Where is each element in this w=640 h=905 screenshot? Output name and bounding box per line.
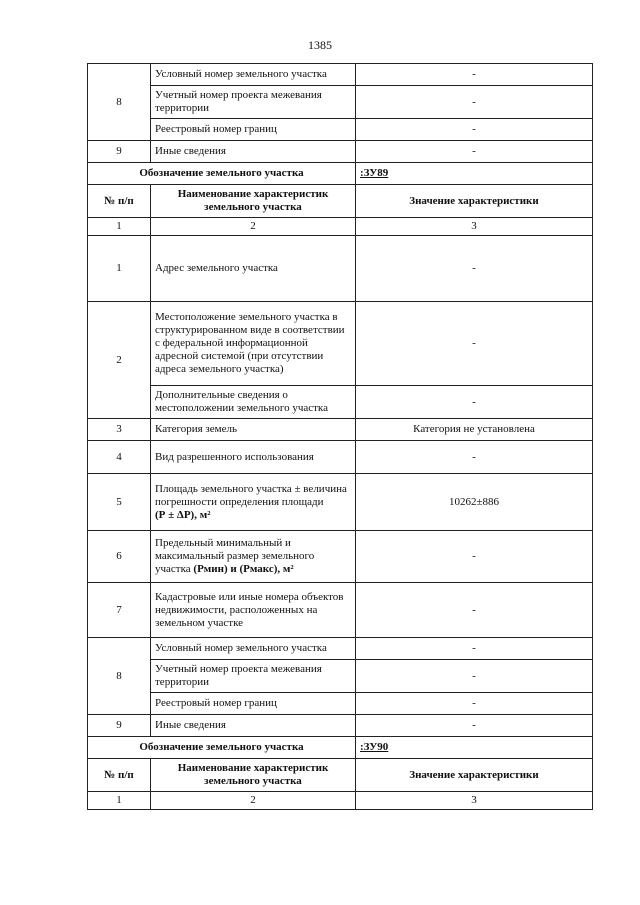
- designation-row: [88, 737, 593, 759]
- column-number: 2: [151, 218, 356, 236]
- row-value: -: [356, 715, 593, 737]
- row-number: 1: [88, 236, 151, 302]
- row-number: 9: [88, 715, 151, 737]
- row-label: Иные сведения: [151, 141, 356, 163]
- header-value: Значение характеристики: [356, 185, 593, 218]
- row-value: -: [356, 141, 593, 163]
- size-label: Предельный минимальный и максимальный размер земельного участка: [155, 537, 315, 575]
- header-row: [88, 759, 593, 792]
- row-label: Учетный номер проекта межевания территории: [151, 660, 356, 693]
- header-number: № п/п: [88, 185, 151, 218]
- row-number: 9: [88, 141, 151, 163]
- row-value: -: [356, 302, 593, 386]
- column-number: 3: [356, 792, 593, 810]
- column-number: 1: [88, 792, 151, 810]
- row-value: 10262±886: [356, 474, 593, 531]
- row-label: [151, 531, 356, 583]
- table-row: [88, 474, 593, 531]
- designation-label: Обозначение земельного участка: [88, 737, 356, 759]
- row-label: Иные сведения: [151, 715, 356, 737]
- column-number: 2: [151, 792, 356, 810]
- land-parcel-table: [87, 63, 593, 810]
- table-row: [88, 441, 593, 474]
- row-label: Реестровый номер границ: [151, 693, 356, 715]
- row-number: 8: [88, 64, 151, 141]
- size-formula: (Рмин) и (Рмакс), м²: [193, 563, 294, 575]
- row-value: -: [356, 119, 593, 141]
- row-label: Условный номер земельного участка: [151, 638, 356, 660]
- column-numbers-row: [88, 218, 593, 236]
- designation-label: Обозначение земельного участка: [88, 163, 356, 185]
- column-number: 3: [356, 218, 593, 236]
- row-label: Кадастровые или иные номера объектов недвижимости, расположенных на земельном участке: [151, 583, 356, 638]
- row-value: -: [356, 386, 593, 419]
- row-number: 6: [88, 531, 151, 583]
- row-value: -: [356, 531, 593, 583]
- designation-row: [88, 163, 593, 185]
- row-label: Категория земель: [151, 419, 356, 441]
- row-label: Реестровый номер границ: [151, 119, 356, 141]
- row-label: Вид разрешенного использования: [151, 441, 356, 474]
- table-row: [88, 86, 593, 119]
- row-value: -: [356, 583, 593, 638]
- table-row: [88, 693, 593, 715]
- row-value: -: [356, 86, 593, 119]
- header-number: № п/п: [88, 759, 151, 792]
- table-row: [88, 419, 593, 441]
- table-row: [88, 236, 593, 302]
- header-name: Наименование характеристик земельного участка: [151, 185, 356, 218]
- area-label: Площадь земельного участка ± величина погрешности определения площади: [155, 482, 347, 508]
- row-value: -: [356, 64, 593, 86]
- row-number: 8: [88, 638, 151, 715]
- row-label: Учетный номер проекта межевания территории: [151, 86, 356, 119]
- header-value: Значение характеристики: [356, 759, 593, 792]
- row-value: -: [356, 441, 593, 474]
- row-label: Дополнительные сведения о местоположении земельного участка: [151, 386, 356, 419]
- table-row: [88, 583, 593, 638]
- table-row: [88, 119, 593, 141]
- row-label: [151, 474, 356, 531]
- table-row: [88, 141, 593, 163]
- row-value: -: [356, 693, 593, 715]
- row-number: 4: [88, 441, 151, 474]
- table-row: [88, 386, 593, 419]
- row-value: -: [356, 638, 593, 660]
- row-number: 2: [88, 302, 151, 419]
- row-number: 7: [88, 583, 151, 638]
- header-name: Наименование характеристик земельного участка: [151, 759, 356, 792]
- designation-value: :ЗУ90: [356, 737, 593, 759]
- designation-value: :ЗУ89: [356, 163, 593, 185]
- table-row: [88, 715, 593, 737]
- row-label: Условный номер земельного участка: [151, 64, 356, 86]
- row-value: -: [356, 660, 593, 693]
- column-number: 1: [88, 218, 151, 236]
- table-row: [88, 660, 593, 693]
- row-number: 5: [88, 474, 151, 531]
- row-value: -: [356, 236, 593, 302]
- table-row: [88, 302, 593, 386]
- column-numbers-row: [88, 792, 593, 810]
- row-value: Категория не установлена: [356, 419, 593, 441]
- table-row: [88, 531, 593, 583]
- table-row: [88, 64, 593, 86]
- header-row: [88, 185, 593, 218]
- page-number: 1385: [308, 38, 332, 52]
- row-label: Адрес земельного участка: [151, 236, 356, 302]
- row-number: 3: [88, 419, 151, 441]
- row-label: Местоположение земельного участка в структурированном виде в соответствии с федеральной информационной адресной системой (при отсутствии адреса земельного участка): [151, 302, 356, 386]
- table-row: [88, 638, 593, 660]
- area-formula: (Р ± ΔР), м²: [155, 508, 211, 521]
